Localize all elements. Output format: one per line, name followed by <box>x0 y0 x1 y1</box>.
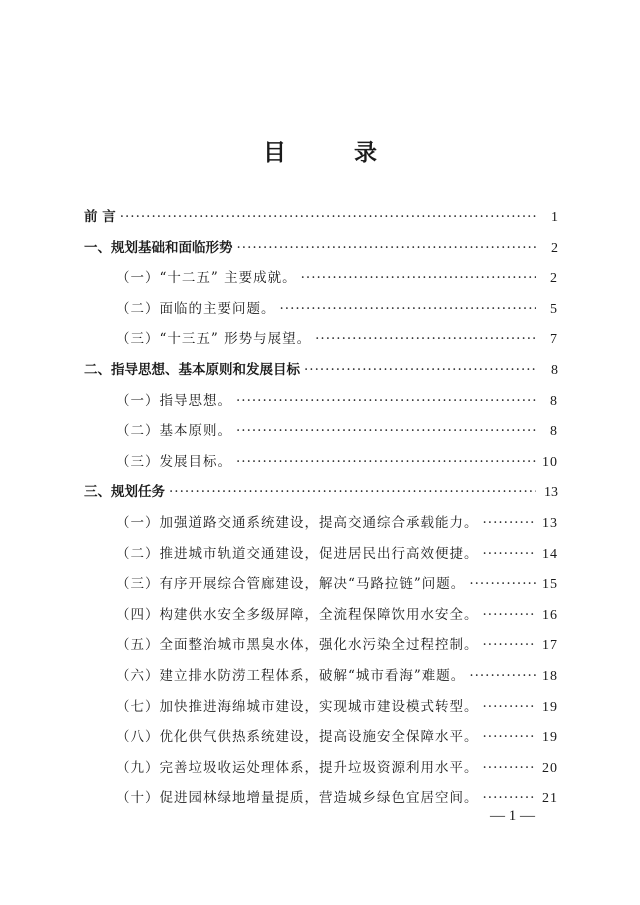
toc-dot-leader <box>483 722 537 753</box>
toc-entry-number: （六） <box>116 667 160 684</box>
toc-page-number: 19 <box>542 730 558 746</box>
toc-page-number: 8 <box>550 424 558 440</box>
toc-chapter-entry[interactable] <box>84 202 558 233</box>
toc-dot-leader <box>483 630 537 661</box>
toc-page-number: 20 <box>542 760 558 776</box>
toc-page-number: 7 <box>550 332 558 348</box>
toc-chapter-entry[interactable] <box>84 355 558 386</box>
toc-entry-label: 面临的主要问题。 <box>159 300 276 317</box>
toc-page-number: 8 <box>550 393 558 409</box>
toc-entry-number: （三） <box>116 576 160 593</box>
toc-entry-number: （二） <box>116 423 160 440</box>
toc-entry-number: （二） <box>116 300 160 317</box>
toc-entry-number: （四） <box>116 606 160 623</box>
toc-entry-label: 基本原则。 <box>159 423 232 440</box>
toc-page-number: 14 <box>542 546 558 562</box>
toc-page-number: 16 <box>542 607 558 623</box>
toc-section-entry[interactable] <box>84 324 558 355</box>
toc-dot-leader <box>469 569 536 600</box>
toc-section-entry[interactable] <box>84 539 558 570</box>
page-footer-number: — 1 — <box>490 808 535 824</box>
toc-page-number: 8 <box>551 362 558 378</box>
toc-chapter-entry[interactable] <box>84 233 558 264</box>
toc-section-entry[interactable] <box>84 630 558 661</box>
toc-entry-number: （一） <box>116 270 160 287</box>
toc-page-number: 2 <box>550 271 558 287</box>
toc-section-entry[interactable] <box>84 508 558 539</box>
toc-page-number: 19 <box>542 699 558 715</box>
toc-section-entry[interactable] <box>84 294 558 325</box>
toc-dot-leader <box>169 477 536 508</box>
toc-entry-label: 前 言 <box>84 209 116 225</box>
toc-entry-label: “十三五” 形势与展望。 <box>159 331 312 348</box>
toc-entry-number: （一） <box>116 392 160 409</box>
toc-entry-label: 优化供气供热系统建设，提高设施安全保障水平。 <box>159 729 479 746</box>
toc-dot-leader <box>315 324 536 355</box>
toc-section-entry[interactable] <box>84 783 558 814</box>
toc-section-entry[interactable] <box>84 753 558 784</box>
toc-entry-label: “十二五” 主要成就。 <box>159 270 297 287</box>
toc-dot-leader <box>483 600 537 631</box>
toc-entry-number: （十） <box>116 790 160 807</box>
toc-chapter-entry[interactable] <box>84 477 558 508</box>
toc-dot-leader <box>280 294 537 325</box>
toc-dot-leader <box>304 355 536 386</box>
toc-section-entry[interactable] <box>84 661 558 692</box>
toc-dot-leader <box>483 539 537 570</box>
toc-dot-leader <box>301 263 536 294</box>
toc-entry-label: 推进城市轨道交通建设，促进居民出行高效便捷。 <box>159 545 479 562</box>
toc-entry-label: 指导思想、基本原则和发展目标 <box>111 361 300 378</box>
toc-entry-label: 促进园林绿地增量提质，营造城乡绿色宜居空间。 <box>159 790 479 807</box>
toc-entry-number: 一、 <box>84 239 111 256</box>
toc-page-number: 21 <box>542 791 558 807</box>
toc-entry-label: 构建供水安全多级屏障，全流程保障饮用水安全。 <box>159 606 479 623</box>
toc-page-number: 17 <box>542 638 558 654</box>
toc-page-number: 1 <box>551 210 558 225</box>
toc-entry-number: （一） <box>116 514 160 531</box>
toc-entry-label: 加快推进海绵城市建设，实现城市建设模式转型。 <box>159 698 479 715</box>
toc-entry-label: 加强道路交通系统建设，提高交通综合承载能力。 <box>159 514 479 531</box>
toc-dot-leader <box>236 416 536 447</box>
toc-entry-label: 有序开展综合管廊建设，解决“马路拉链”问题。 <box>159 576 466 593</box>
toc-entry-number: （五） <box>116 637 160 654</box>
toc-page-number: 10 <box>542 454 558 470</box>
toc-page-number: 5 <box>550 301 558 317</box>
toc-entry-label: 建立排水防涝工程体系，破解“城市看海”难题。 <box>159 667 466 684</box>
toc-section-entry[interactable] <box>84 263 558 294</box>
toc-entry-number: 二、 <box>84 361 111 378</box>
toc-dot-leader <box>483 753 537 784</box>
toc-entry-label: 发展目标。 <box>159 453 232 470</box>
page-title: 目 录 <box>262 139 407 166</box>
toc-entry-number: （二） <box>116 545 160 562</box>
toc-entry-label: 全面整治城市黑臭水体，强化水污染全过程控制。 <box>159 637 479 654</box>
toc-entry-label: 规划基础和面临形势 <box>111 239 233 256</box>
toc-entry-number: （九） <box>116 759 160 776</box>
toc-section-entry[interactable] <box>84 600 558 631</box>
toc-dot-leader <box>483 692 537 723</box>
toc-dot-leader <box>469 661 536 692</box>
toc-entry-number: （七） <box>116 698 160 715</box>
toc-section-entry[interactable] <box>84 447 558 478</box>
toc-entry-label: 规划任务 <box>111 484 165 501</box>
toc-entry-number: （三） <box>116 453 160 470</box>
toc-page-number: 15 <box>542 577 558 593</box>
toc-entry-number: 三、 <box>84 484 111 501</box>
toc-dot-leader <box>483 508 537 539</box>
toc-section-entry[interactable] <box>84 416 558 447</box>
table-of-contents <box>84 202 558 814</box>
toc-section-entry[interactable] <box>84 692 558 723</box>
toc-dot-leader <box>236 447 536 478</box>
toc-section-entry[interactable] <box>84 722 558 753</box>
toc-dot-leader <box>120 202 536 233</box>
toc-dot-leader <box>236 386 536 417</box>
toc-entry-label: 完善垃圾收运处理体系，提升垃圾资源利用水平。 <box>159 759 479 776</box>
toc-page-number: 13 <box>544 485 558 501</box>
toc-dot-leader <box>237 233 537 264</box>
toc-section-entry[interactable] <box>84 386 558 417</box>
toc-entry-number: （八） <box>116 729 160 746</box>
toc-section-entry[interactable] <box>84 569 558 600</box>
toc-entry-label: 指导思想。 <box>159 392 232 409</box>
toc-page-number: 13 <box>542 515 558 531</box>
toc-entry-number: （三） <box>116 331 160 348</box>
toc-page-number: 2 <box>551 240 558 256</box>
toc-page-number: 18 <box>542 668 558 684</box>
